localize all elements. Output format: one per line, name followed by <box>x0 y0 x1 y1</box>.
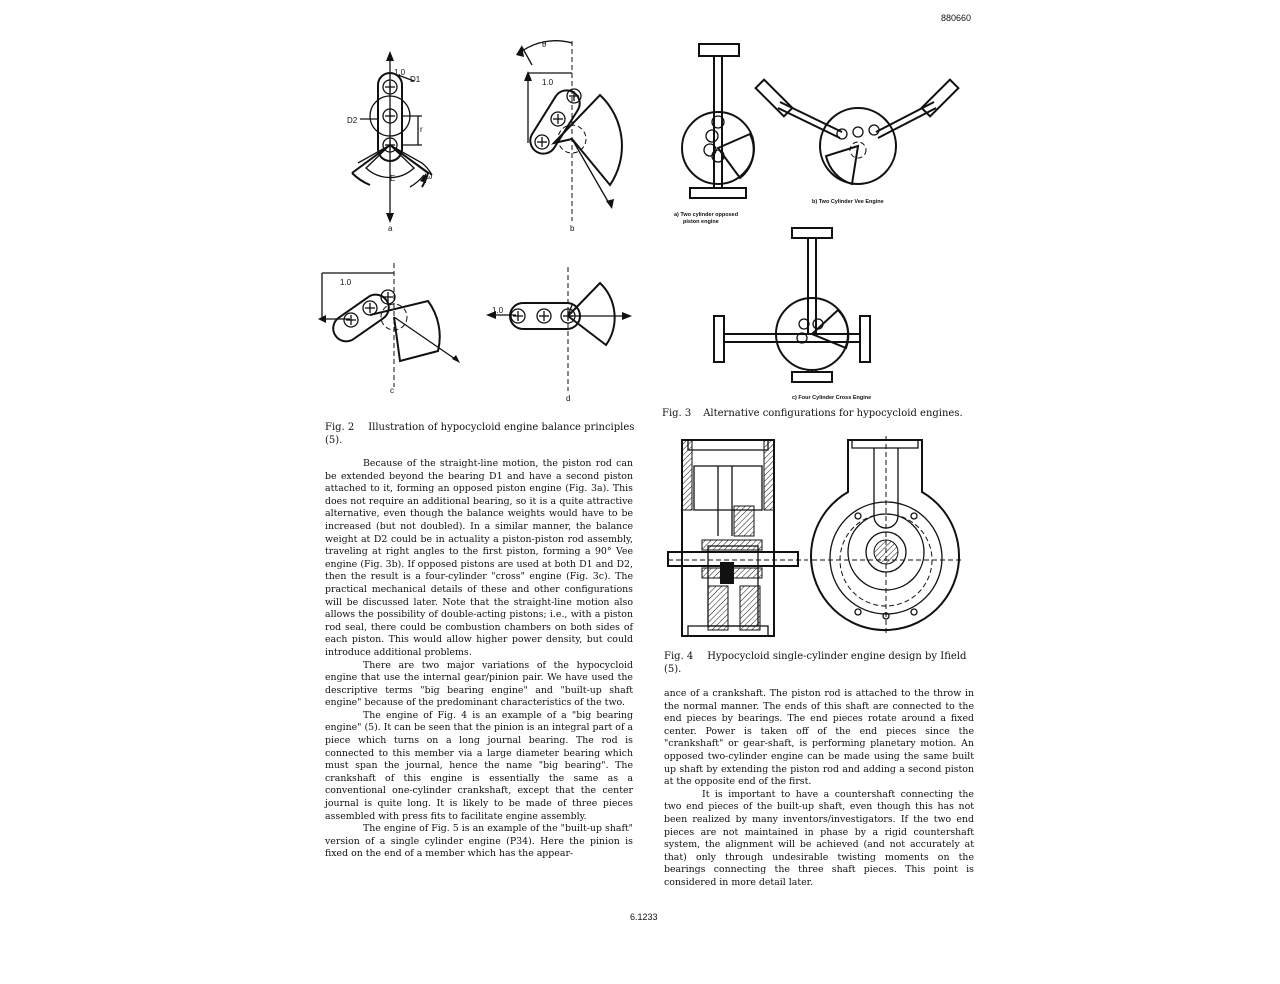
right-paragraph-1: ance of a crankshaft. The piston rod is attached to the throw in the normal manner. The ends of this shaft are connected to the end pieces by bearings. The end pieces rotate around a fixed center. Power is taken off of the end pieces since the "crankshaft" or gear-shaft, is performing planetary motion. An opposed two-cylinder engine can be made using the same built up shaft by extending the piston rod and adding a second piston at the opposite end of the first. <box>664 688 974 788</box>
document-number: 880660 <box>941 13 972 23</box>
fig2a-r-label: r <box>420 125 423 134</box>
fig2-panel-c <box>318 263 460 395</box>
fig3-diagram <box>662 38 962 403</box>
fig4-engine-drawing <box>668 436 968 648</box>
left-text-column <box>325 458 633 861</box>
right-text-column <box>664 688 974 890</box>
fig2b-ratio-label: 1.0 <box>542 78 554 87</box>
left-paragraph-1: Because of the straight-line motion, the piston rod can be extended beyond the bearing D1 and have a second piston attached to it, forming an opposed piston engine (Fig. 3a). This does not require an additional bearing, so it is a quite attractive alternative, even though the balance weights would have to be increased (but not doubled). In a similar manner, the balance weight at D2 could be in actuality a piston-piston rod assembly, traveling at right angles to the first piston, forming a 90° Vee engine (Fig. 3b). If opposed pistons are used at both D1 and D2, then the result is a four-cylinder "cross" engine (Fig. 3c). The practical mechanical details of these and other configurations will be discussed later. Note that the straight-line motion also allows the possibility of double-acting pistons; i.e., with a piston rod seal, there could be combustion chambers on both sides of each piston. This would allow higher power density, but could introduce additional problems. <box>325 458 633 658</box>
fig2-panel-b <box>516 40 622 233</box>
fig2-caption <box>325 421 637 447</box>
fig2a-omega-label: ω <box>426 172 433 181</box>
fig3-caption <box>662 407 972 420</box>
fig3b-caption: b) Two Cylinder Vee Engine <box>812 199 884 205</box>
fig4-section-view <box>668 440 808 636</box>
fig3-caption-text: Alternative configurations for hypocycloid engines. <box>703 408 963 419</box>
fig2b-panel-label: b <box>570 224 575 233</box>
fig3c-cross-engine <box>714 228 871 401</box>
fig3a-caption-line1: a) Two cylinder opposed <box>674 212 739 218</box>
fig2-panel-d <box>486 267 632 403</box>
fig4-caption-number: Fig. 4 <box>664 651 694 662</box>
fig2-caption-number: Fig. 2 <box>325 422 355 433</box>
left-paragraph-3: The engine of Fig. 4 is an example of a "big bearing engine" (5). It can be seen that the pinion is an integral part of a piece which turns on a long journal bearing. The rod is connected to this member via a large diameter bearing which must span the journal, hence the name "big bearing". The crankshaft of this engine is essentially the same as a conventional one-cylinder crankshaft, except that the center journal is quite long. It is likely to be made of three pieces assembled with press fits to facilitate engine assembly. <box>325 709 633 822</box>
fig4-caption-text: Hypocycloid single-cylinder engine design by Ifield (5). <box>664 651 967 675</box>
fig2d-ratio-label: 1.0 <box>492 306 504 315</box>
fig4-caption <box>664 650 976 676</box>
fig3-caption-number: Fig. 3 <box>662 408 692 419</box>
fig3c-caption: c) Four Cylinder Cross Engine <box>792 395 872 401</box>
fig2d-panel-label: d <box>566 394 571 403</box>
fig2a-d2-label: D2 <box>347 116 358 125</box>
fig2a-e-label: E <box>390 174 396 183</box>
fig2a-ratio-label: 1.0 <box>394 68 406 77</box>
page-number: 6.1233 <box>630 912 658 922</box>
fig2a-panel-label: a <box>388 224 393 233</box>
left-paragraph-4: The engine of Fig. 5 is an example of the "built-up shaft" version of a single cylinder engine (P34). Here the pinion is fixed on the end of a member which has the appear- <box>325 823 633 860</box>
left-paragraph-2: There are two major variations of the hypocycloid engine that use the internal gear/pinion pair. We have used the descriptive terms "big bearing engine" and "built-up shaft engine" because of the predominant characteristics of the two. <box>325 659 633 709</box>
fig3a-caption-line2: piston engine <box>683 219 719 225</box>
fig2c-panel-label: c <box>390 386 394 395</box>
fig3a-opposed-engine <box>674 44 754 225</box>
fig2-panel-a <box>347 51 432 233</box>
right-paragraph-2: It is important to have a countershaft connecting the two end pieces of the built-up shaft, even though this has not been realized by many inventors/investigators. If the two end pieces are not maintained in phase by a rigid countershaft system, the alignment will be achieved (and not accurately at that) only through undesirable twisting moments on the bearings connecting the three shaft pieces. This point is considered in more detail later. <box>664 788 974 888</box>
fig4-end-view <box>811 436 964 636</box>
fig3b-vee-engine <box>756 80 959 205</box>
fig2-diagram <box>310 35 640 403</box>
fig2a-d1-label: D1 <box>410 75 421 84</box>
fig2c-ratio-label: 1.0 <box>340 278 352 287</box>
fig2-caption-text: Illustration of hypocycloid engine balance principles (5). <box>325 422 635 446</box>
fig2b-theta-label: θ <box>542 40 547 49</box>
